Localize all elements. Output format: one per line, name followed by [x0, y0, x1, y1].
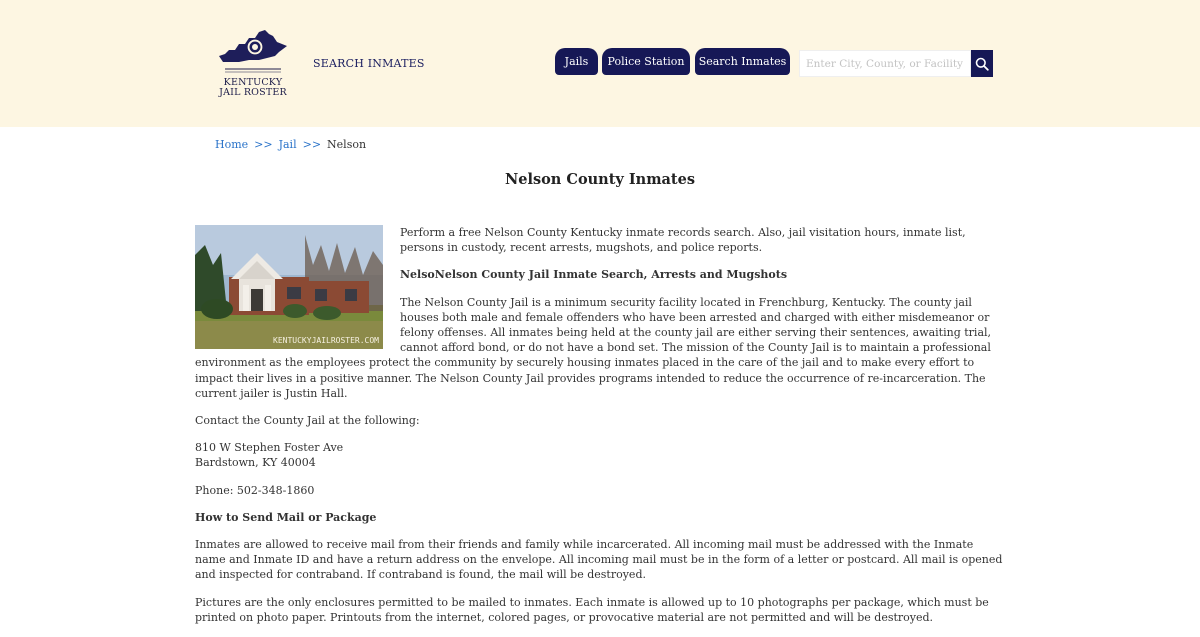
logo-line-1: KENTUCKY: [223, 77, 283, 88]
search-inmates-link[interactable]: SEARCH INMATES: [313, 57, 425, 70]
phone-text: Phone: 502-348-1860: [195, 483, 315, 497]
breadcrumb-current: Nelson: [327, 138, 367, 151]
breadcrumb: [215, 138, 366, 151]
pictures-paragraph: Pictures are the only enclosures permitted to be mailed to inmates. Each inmate is allowed up to 10 photographs per package, which must be printed on photo paper. Printouts from the internet, colored pages, or provocative material are not permitted and will be destroyed.: [195, 595, 989, 624]
mail-heading: How to Send Mail or Package: [195, 510, 377, 524]
breadcrumb-home-link[interactable]: Home: [215, 138, 249, 151]
magnifier-icon: [975, 57, 989, 71]
logo-wordmark[interactable]: [213, 78, 293, 98]
site-header: [0, 0, 1200, 127]
about-paragraph: The Nelson County Jail is a minimum security facility located in Frenchburg, Kentucky. The county jail houses both male and female offenders who have been arrested and charged with either misdemeanor or felony offenses. All inmates being held at the county jail are either serving their sentences, awaiting trial, cannot afford bond, or do not have a bond set. The mission of the County Jail is to maintain a professional environment as the employees protect the community by securely housing inmates placed in the care of the jail and to make every effort to impact their lives in a positive manner. The Nelson County Jail provides programs intended to reduce the occurrence of re-incarceration. The current jailer is Justin Hall.: [195, 295, 992, 400]
mail-paragraph: Inmates are allowed to receive mail from their friends and family while incarcerated. All incoming mail must be addressed with the Inmate name and Inmate ID and have a return address on the envelope. All incoming mail must be in the form of a letter or postcard. All mail is opened and inspected for contraband. If contraband is found, the mail will be destroyed.: [195, 538, 1003, 582]
nav-jails-button[interactable]: Jails: [555, 48, 598, 75]
jail-building-photo: [195, 225, 383, 349]
address-line-1: 810 W Stephen Foster Ave: [195, 441, 344, 455]
section-subheading: NelsoNelson County Jail Inmate Search, Arrests and Mugshots: [400, 268, 788, 282]
article-content: [195, 225, 1003, 637]
nav-search-inmates-button[interactable]: Search Inmates: [695, 48, 790, 75]
nav-police-station-button[interactable]: Police Station: [602, 48, 690, 75]
search-submit-button[interactable]: [971, 50, 993, 77]
breadcrumb-separator: >>: [302, 138, 322, 151]
intro-paragraph: Perform a free Nelson County Kentucky inmate records search. Also, jail visitation hours, inmate list, persons in custody, recent arrests, mugshots, and police reports.: [400, 226, 966, 255]
breadcrumb-separator: >>: [254, 138, 273, 151]
logo-line-2: JAIL ROSTER: [219, 87, 287, 98]
contact-intro-text: Contact the County Jail at the following:: [195, 414, 420, 428]
photo-watermark: KENTUCKYJAILROSTER.COM: [273, 336, 379, 345]
page-title: Nelson County Inmates: [504, 171, 696, 188]
address-line-2: Bardstown, KY 40004: [195, 456, 316, 470]
facility-search-input[interactable]: [799, 50, 971, 77]
breadcrumb-jail-link[interactable]: Jail: [278, 138, 297, 151]
address-block: [195, 440, 1003, 470]
